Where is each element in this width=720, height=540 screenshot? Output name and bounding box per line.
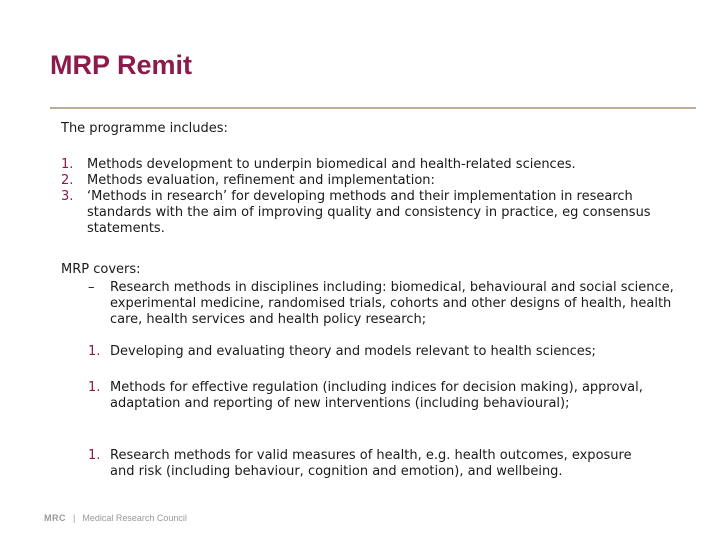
list-item xyxy=(61,173,661,189)
list-item xyxy=(61,189,661,237)
dash-item-text: Research methods in disciplines including: biomedical, behavioural and social science, experimental medicine, randomised trials, cohorts and other designs of health, health care, health services and health policy research; xyxy=(110,280,674,327)
sub-list-text: Research methods for valid measures of health, e.g. health outcomes, exposure and risk (including behaviour, cognition and emotion), and wellbeing. xyxy=(110,448,632,479)
list-number: 3. xyxy=(61,189,74,204)
list-item-text: Methods evaluation, refinement and implementation: xyxy=(87,173,435,188)
title-divider xyxy=(50,107,696,109)
slide-title: MRP Remit xyxy=(50,50,193,80)
dash-list-item xyxy=(88,280,688,328)
numbered-list xyxy=(61,157,661,237)
footer-org-name: Medical Research Council xyxy=(82,513,187,523)
sub-list-text: Developing and evaluating theory and models relevant to health sciences; xyxy=(110,344,596,359)
intro-text: The programme includes: xyxy=(61,121,228,136)
sub-list-item xyxy=(88,344,648,360)
sub-list-number: 1. xyxy=(88,344,101,359)
sub-list-text: Methods for effective regulation (including indices for decision making), approval, adaptation and reporting of new interventions (including behavioural); xyxy=(110,380,643,411)
list-item xyxy=(61,157,661,173)
dash-marker: – xyxy=(88,280,95,295)
list-number: 2. xyxy=(61,173,74,188)
covers-label: MRP covers: xyxy=(61,262,141,277)
sub-list-number: 1. xyxy=(88,448,101,463)
sub-list-item xyxy=(88,448,648,480)
sub-list-number: 1. xyxy=(88,380,101,395)
footer-separator: | xyxy=(73,513,76,523)
list-item-text: Methods development to underpin biomedical and health-related sciences. xyxy=(87,157,576,172)
list-number: 1. xyxy=(61,157,74,172)
sub-list-item xyxy=(88,380,648,412)
footer-logo xyxy=(44,513,187,523)
footer-brand: MRC xyxy=(44,513,66,523)
list-item-text: ‘Methods in research’ for developing methods and their implementation in research standards with the aim of improving quality and consistency in practice, eg consensus statements. xyxy=(87,189,651,236)
